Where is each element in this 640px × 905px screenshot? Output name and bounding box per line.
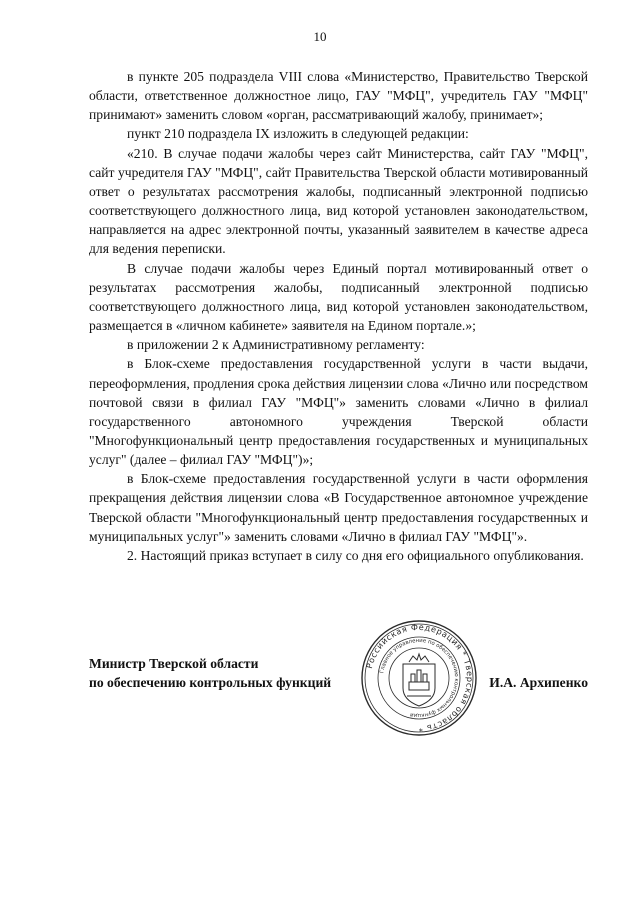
coat-of-arms-icon — [403, 654, 435, 706]
paragraph: в приложении 2 к Административному регламенту: — [127, 337, 425, 353]
position-line-2: по обеспечению контрольных функций — [89, 675, 332, 690]
signatory-name: И.А. Архипенко — [489, 675, 588, 690]
paragraph: в Блок-схеме предоставления государственной услуги в части выдачи, переоформления, продления срока действия лицензии слова «Лично или посредством почтовой связи в филиал ГАУ "МФЦ"» заменить словами «Лично в филиал государственного автономного учреждения Тверской области "Многофункциональный центр предоставления государственных и муниципальных услуг" (далее – филиал ГАУ "МФЦ")»; — [89, 356, 588, 468]
paragraph: 2. Настоящий приказ вступает в силу со дня его официального опубликования. — [127, 547, 584, 563]
paragraph: в Блок-схеме предоставления государственной услуги в части оформления прекращения действия лицензии слова «В Государственное автономное учреждение Тверской области "Многофункциональный центр предоставления государственных и муниципальных услуг"» заменить словами «Лично в филиал ГАУ "МФЦ"». — [89, 471, 588, 544]
paragraph: пункт 210 подраздела IX изложить в следующей редакции: — [127, 126, 469, 142]
document-body — [89, 67, 588, 565]
paragraph: в пункте 205 подраздела VIII слова «Министерство, Правительство Тверской области, ответственное должностное лицо, ГАУ "МФЦ", учредитель ГАУ "МФЦ" принимают» заменить словом «орган, рассматривающий жалобу, принимает»; — [89, 69, 588, 123]
svg-text:Российская Федерация * Тверска: Российская Федерация * Тверская область * — [364, 621, 476, 735]
svg-text:Главное управление по обеспече: Главное управление по обеспечению контрольных функций — [379, 637, 460, 719]
signature-block — [89, 621, 588, 744]
position-line-1: Министр Тверской области — [89, 656, 259, 671]
seal-graphic — [359, 618, 479, 738]
paragraph: «210. В случае подачи жалобы через сайт Министерства, сайт ГАУ "МФЦ", сайт учредителя ГАУ "МФЦ", сайт Правительства Тверской области мотивированный ответ о результатах рассмотрения жалобы, подписанный электронной подписью соответствующего должностного лица, вид которой установлен законодательством, направляется на адрес электронной почты, указанный заявителем в качестве адреса для ведения переписки. — [89, 145, 588, 257]
paragraph: В случае подачи жалобы через Единый портал мотивированный ответ о результатах рассмотрения жалобы, подписанный электронной подписью соответствующего должностного лица, вид которой установлен законодательством, размещается в «личном кабинете» заявителя на Едином портале.»; — [89, 260, 588, 334]
signatory-position — [89, 654, 331, 692]
official-seal — [359, 618, 479, 738]
page-number: 10 — [313, 29, 327, 44]
